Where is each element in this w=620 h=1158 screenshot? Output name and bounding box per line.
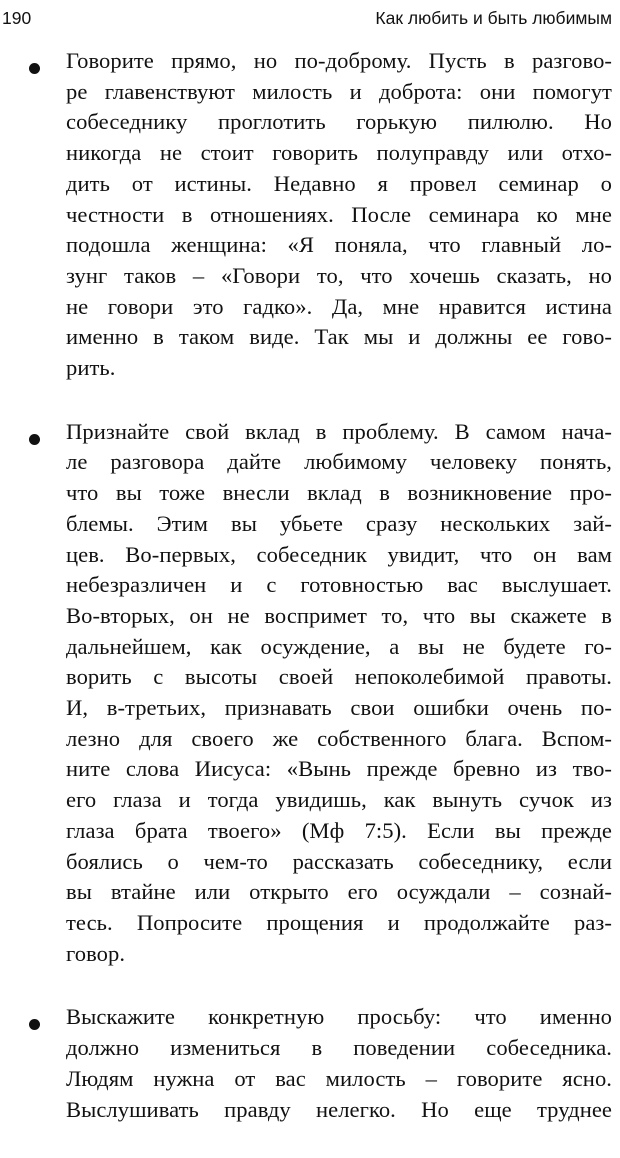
text-line: дить от истины. Недавно я провел семинар о (66, 170, 612, 196)
text-line: глаза брата твоего» (Мф 7:5). Если вы прежде (66, 817, 612, 843)
bullet-dot-icon (29, 63, 40, 74)
text-line: Признайте свой вклад в проблему. В самом нача- (66, 418, 612, 444)
page-number: 190 (2, 8, 32, 28)
text-line: говор. (66, 940, 126, 966)
text-line: его глаза и тогда увидишь, как вынуть сучок из (66, 787, 612, 813)
text-line: Во-вторых, он не воспримет то, что вы скажете в (66, 602, 612, 628)
text-line: Людям нужна от вас милость – говорите ясно. (66, 1065, 612, 1091)
text-line: никогда не стоит говорить полуправду или отхо- (66, 140, 612, 166)
text-line: собеседнику проглотить горькую пилюлю. Но (66, 109, 612, 135)
text-line: не говори это гадко». Да, мне нравится истина (66, 293, 612, 319)
text-line: боялись о чем-то рассказать собеседнику, если (66, 848, 612, 874)
text-line: должно измениться в поведении собеседника. (66, 1035, 612, 1061)
text-line: подошла женщина: «Я поняла, что главный ло- (66, 232, 612, 258)
bullet-item-concrete-request (0, 1002, 620, 1125)
bullet-list (0, 46, 620, 1158)
text-line: ните слова Иисуса: «Вынь прежде бревно из тво- (66, 756, 612, 782)
text-line: что вы тоже внесли вклад в возникновение про- (66, 480, 612, 506)
text-line: лезно для своего же собственного блага. Вспом- (66, 725, 612, 751)
text-line: Выскажите конкретную просьбу: что именно (66, 1004, 612, 1030)
text-line: Говорите прямо, но по-доброму. Пусть в разгово- (66, 48, 612, 73)
bullet-paragraph (66, 46, 612, 384)
text-line: Выслушивать правду нелегко. Но еще труднее (66, 1096, 612, 1122)
bullet-dot-icon (29, 434, 40, 445)
text-line: вы втайне или открыто его осуждали – сознай- (66, 879, 612, 905)
text-line: честности в отношениях. После семинара ко мне (66, 201, 612, 227)
bullet-paragraph (66, 417, 612, 970)
running-head (0, 6, 612, 30)
text-line: зунг таков – «Говори то, что хочешь сказать, но (66, 262, 612, 288)
bullet-dot-icon (29, 1019, 40, 1030)
text-line: небезразличен и с готовностью вас выслушает. (66, 572, 612, 598)
book-title: Как любить и быть любимым (375, 8, 612, 28)
text-line: ре главенствуют милость и доброта: они помогут (66, 78, 612, 104)
text-line: ворить с высоты своей непоколебимой правоты. (66, 664, 612, 690)
text-line: цев. Во-первых, собеседник увидит, что он вам (66, 541, 612, 567)
text-line: дальнейшем, как осуждение, а вы не будете го- (66, 633, 612, 659)
text-line: именно в таком виде. Так мы и должны ее гово- (66, 324, 612, 350)
text-line: рить. (66, 355, 116, 381)
bullet-item-speak-kindly (0, 46, 620, 384)
text-line: блемы. Этим вы убьете сразу нескольких зай- (66, 510, 612, 536)
text-line: ле разговора дайте любимому человеку понять, (66, 449, 612, 475)
bullet-paragraph (66, 1002, 612, 1125)
text-line: тесь. Попросите прощения и продолжайте раз- (66, 909, 612, 935)
text-line: И, в-третьих, признавать свои ошибки очень по- (66, 695, 612, 721)
bullet-item-admit-contribution (0, 417, 620, 970)
